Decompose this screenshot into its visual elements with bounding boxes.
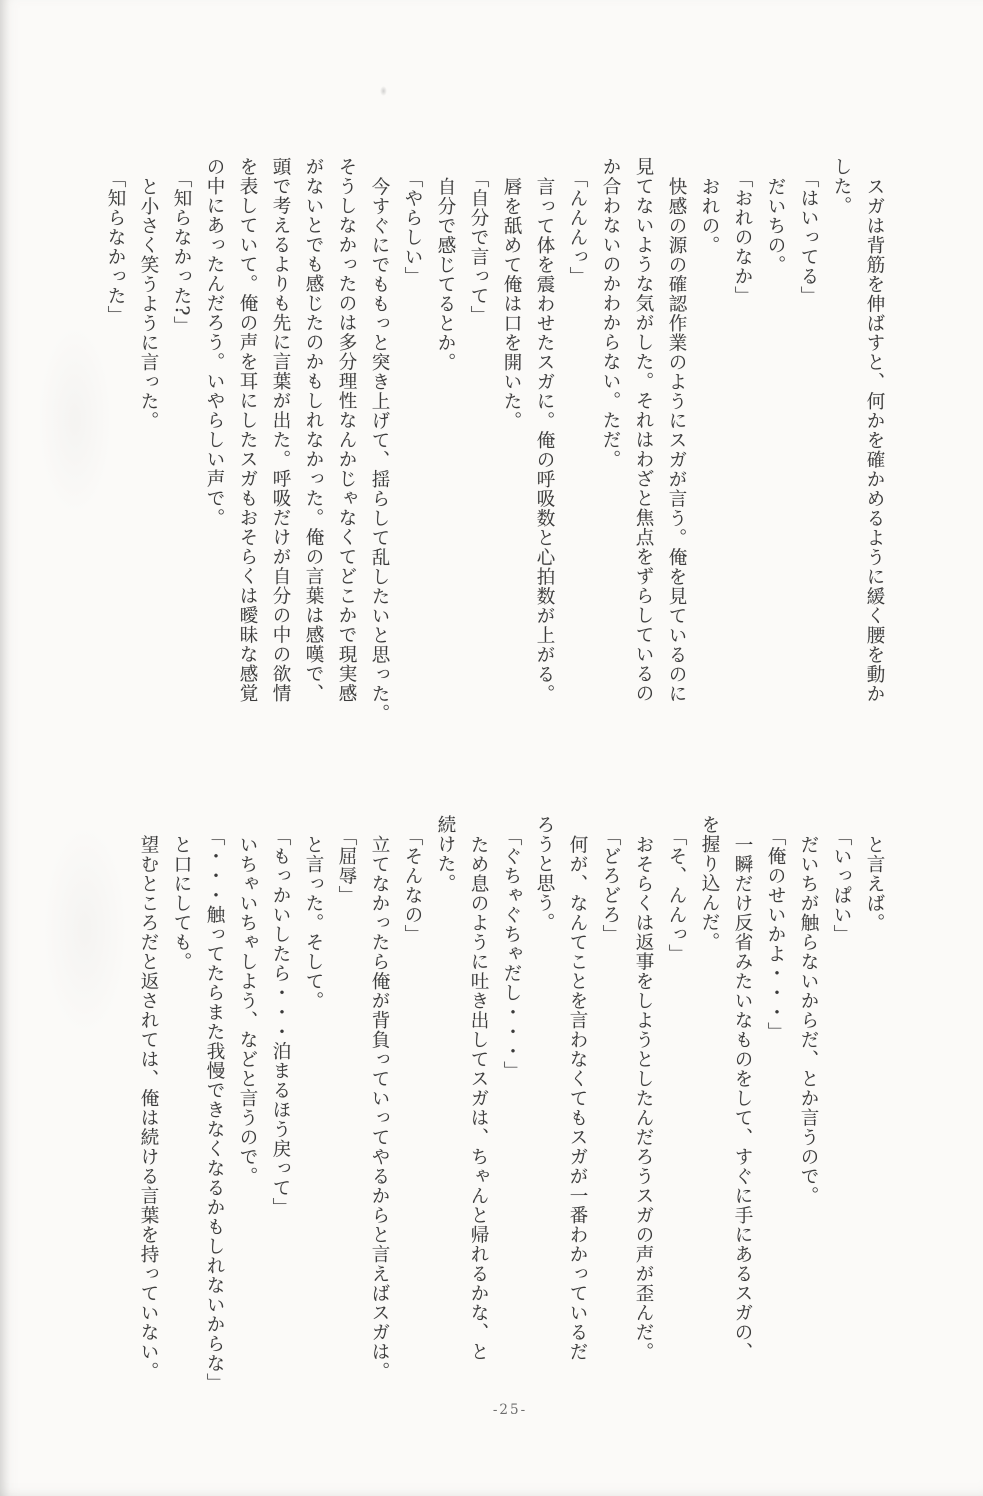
text-block-bottom <box>132 815 891 1400</box>
text-line: を握り込んだ。 <box>699 815 720 952</box>
scan-artifact <box>45 830 125 1030</box>
text-line: ため息のように吐き出してスガは、ちゃんと帰れるかな、と <box>468 835 489 1362</box>
text-line: 「そんなの」 <box>402 827 423 944</box>
text-line: 一瞬だけ反省みたいなものをして、すぐに手にあるスガの、 <box>732 835 753 1362</box>
page-number: -25- <box>492 1402 528 1418</box>
text-line: と言えば。 <box>864 835 885 933</box>
text-line: 「自分で言って」 <box>468 169 489 325</box>
text-line: 「はいってる」 <box>798 169 819 306</box>
text-line: 頭で考えるよりも先に言葉が出た。呼吸だけが自分の中の欲情 <box>270 157 291 703</box>
text-line: か合わないのかわからない。ただ。 <box>600 157 621 469</box>
text-line: おれの。 <box>699 177 720 255</box>
text-line: 「んんんっ」 <box>567 169 588 286</box>
text-line: 望むところだと返されては、俺は続ける言葉を持っていない。 <box>138 835 159 1381</box>
text-line: と小さく笑うように言った。 <box>138 177 159 431</box>
text-line: だいちが触らないからだ、とか言うので。 <box>798 835 819 1206</box>
text-line: を表していて。俺の声を耳にしたスガもおそらくは曖昧な感覚 <box>237 157 258 703</box>
text-line: 「おれのなか」 <box>732 169 753 306</box>
text-line: の中にあったんだろう。いやらしい声で。 <box>204 157 225 528</box>
text-line: した。 <box>831 157 852 216</box>
text-line: と口にしても。 <box>171 835 192 972</box>
text-block-top <box>99 157 891 739</box>
text-line: ろうと思う。 <box>534 815 555 932</box>
text-line: 「屈辱」 <box>336 827 357 905</box>
text-line: 「もっかいしたら・・・泊まるほう戻って」 <box>270 827 291 1217</box>
text-line: 快感の源の確認作業のようにスガが言う。俺を見ているのに <box>666 177 687 704</box>
text-line: 唇を舐めて俺は口を開いた。 <box>501 177 522 431</box>
text-line: 「知らなかった?」 <box>171 169 192 336</box>
text-line: 自分で感じてるとか。 <box>435 177 456 372</box>
text-line: 「いっぱい」 <box>831 827 852 944</box>
text-line: 続けた。 <box>435 815 456 893</box>
text-line: 今すぐにでももっと突き上げて、揺らして乱したいと思った。 <box>369 177 390 723</box>
text-line: 「そ、んんっ」 <box>666 827 687 964</box>
text-line: 「ぐちゃぐちゃだし・・・」 <box>501 827 522 1081</box>
text-line: 「俺のせいかよ・・・」 <box>765 827 786 1042</box>
text-line: そうしなかったのは多分理性なんかじゃなくてどこかで現実感 <box>336 157 357 703</box>
text-line: スガは背筋を伸ばすと、何かを確かめるように緩く腰を動か <box>864 177 885 704</box>
scan-artifact <box>380 86 387 96</box>
text-line: 立てなかったら俺が背負っていってやるからと言えばスガは。 <box>369 835 390 1381</box>
text-line: がないとでも感じたのかもしれなかった。俺の言葉は感嘆で、 <box>303 157 324 703</box>
text-line: 見てないような気がした。それはわざと焦点をずらしているの <box>633 157 654 703</box>
text-line: 言って体を震わせたスガに。俺の呼吸数と心拍数が上がる。 <box>534 177 555 704</box>
text-line: 何が、なんてことを言わなくてもスガが一番わかっているだ <box>567 835 588 1362</box>
text-line: 「・・・触ってたらまた我慢できなくなるかもしれないからな」 <box>204 827 225 1393</box>
text-line: いちゃいちゃしよう、などと言うので。 <box>237 835 258 1186</box>
text-line: おそらくは返事をしようとしたんだろうスガの声が歪んだ。 <box>633 835 654 1362</box>
text-line: 「やらしい」 <box>402 169 423 286</box>
text-line: と言った。そして。 <box>303 835 324 1011</box>
text-line: 「知らなかった」 <box>105 169 126 325</box>
text-line: だいちの。 <box>765 177 786 275</box>
scan-edge-shading <box>0 0 10 1496</box>
text-line: 「どろどろ」 <box>600 827 621 944</box>
